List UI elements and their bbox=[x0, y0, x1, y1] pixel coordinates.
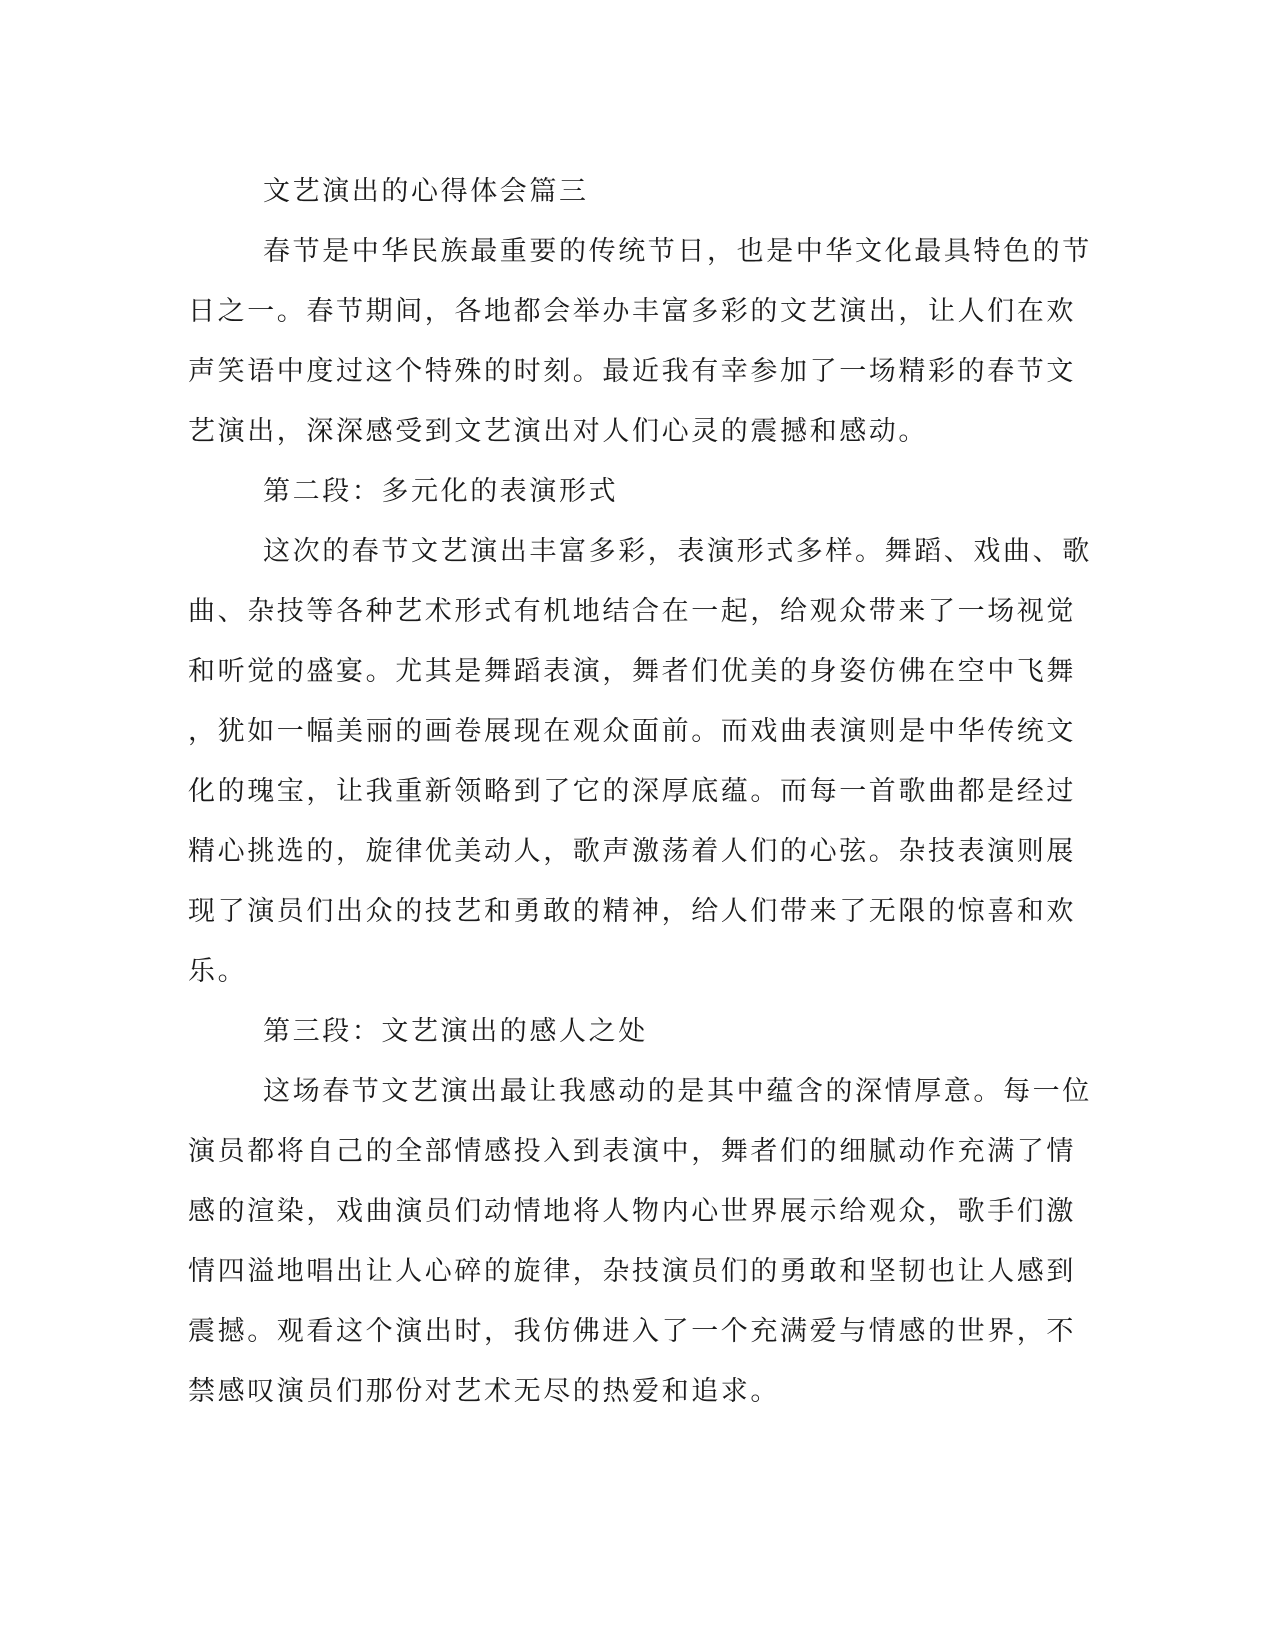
text-line: 震撼。观看这个演出时，我仿佛进入了一个充满爱与情感的世界，不 bbox=[188, 1316, 1076, 1347]
text-line: 艺演出，深深感受到文艺演出对人们心灵的震撼和感动。 bbox=[188, 416, 928, 447]
text-line: 声笑语中度过这个特殊的时刻。最近我有幸参加了一场精彩的春节文 bbox=[188, 356, 1076, 387]
paragraph-intro bbox=[188, 222, 1092, 462]
section-heading-3: 第三段：文艺演出的感人之处 bbox=[263, 1016, 648, 1047]
text-line: 这场春节文艺演出最让我感动的是其中蕴含的深情厚意。每一位 bbox=[263, 1076, 1092, 1107]
text-line: 情四溢地唱出让人心碎的旋律，杂技演员们的勇敢和坚韧也让人感到 bbox=[188, 1256, 1076, 1287]
document-title: 文艺演出的心得体会篇三 bbox=[263, 176, 589, 207]
paragraph-section-3 bbox=[188, 1062, 1092, 1422]
text-line: ，犹如一幅美丽的画卷展现在观众面前。而戏曲表演则是中华传统文 bbox=[188, 716, 1076, 747]
text-line: 这次的春节文艺演出丰富多彩，表演形式多样。舞蹈、戏曲、歌 bbox=[263, 536, 1092, 567]
text-line: 禁感叹演员们那份对艺术无尽的热爱和追求。 bbox=[188, 1376, 780, 1407]
text-line: 和听觉的盛宴。尤其是舞蹈表演，舞者们优美的身姿仿佛在空中飞舞 bbox=[188, 656, 1076, 687]
document-body bbox=[188, 162, 1092, 1422]
text-line: 日之一。春节期间，各地都会举办丰富多彩的文艺演出，让人们在欢 bbox=[188, 296, 1076, 327]
text-line: 感的渲染，戏曲演员们动情地将人物内心世界展示给观众，歌手们激 bbox=[188, 1196, 1076, 1227]
text-line: 现了演员们出众的技艺和勇敢的精神，给人们带来了无限的惊喜和欢 bbox=[188, 896, 1076, 927]
paragraph-section-2 bbox=[188, 522, 1092, 1002]
text-line: 演员都将自己的全部情感投入到表演中，舞者们的细腻动作充满了情 bbox=[188, 1136, 1076, 1167]
section-heading-2: 第二段：多元化的表演形式 bbox=[263, 476, 619, 507]
text-line: 精心挑选的，旋律优美动人，歌声激荡着人们的心弦。杂技表演则展 bbox=[188, 836, 1076, 867]
text-line: 曲、杂技等各种艺术形式有机地结合在一起，给观众带来了一场视觉 bbox=[188, 596, 1076, 627]
text-line: 乐。 bbox=[188, 956, 248, 987]
text-line: 春节是中华民族最重要的传统节日，也是中华文化最具特色的节 bbox=[263, 236, 1092, 267]
text-line: 化的瑰宝，让我重新领略到了它的深厚底蕴。而每一首歌曲都是经过 bbox=[188, 776, 1076, 807]
